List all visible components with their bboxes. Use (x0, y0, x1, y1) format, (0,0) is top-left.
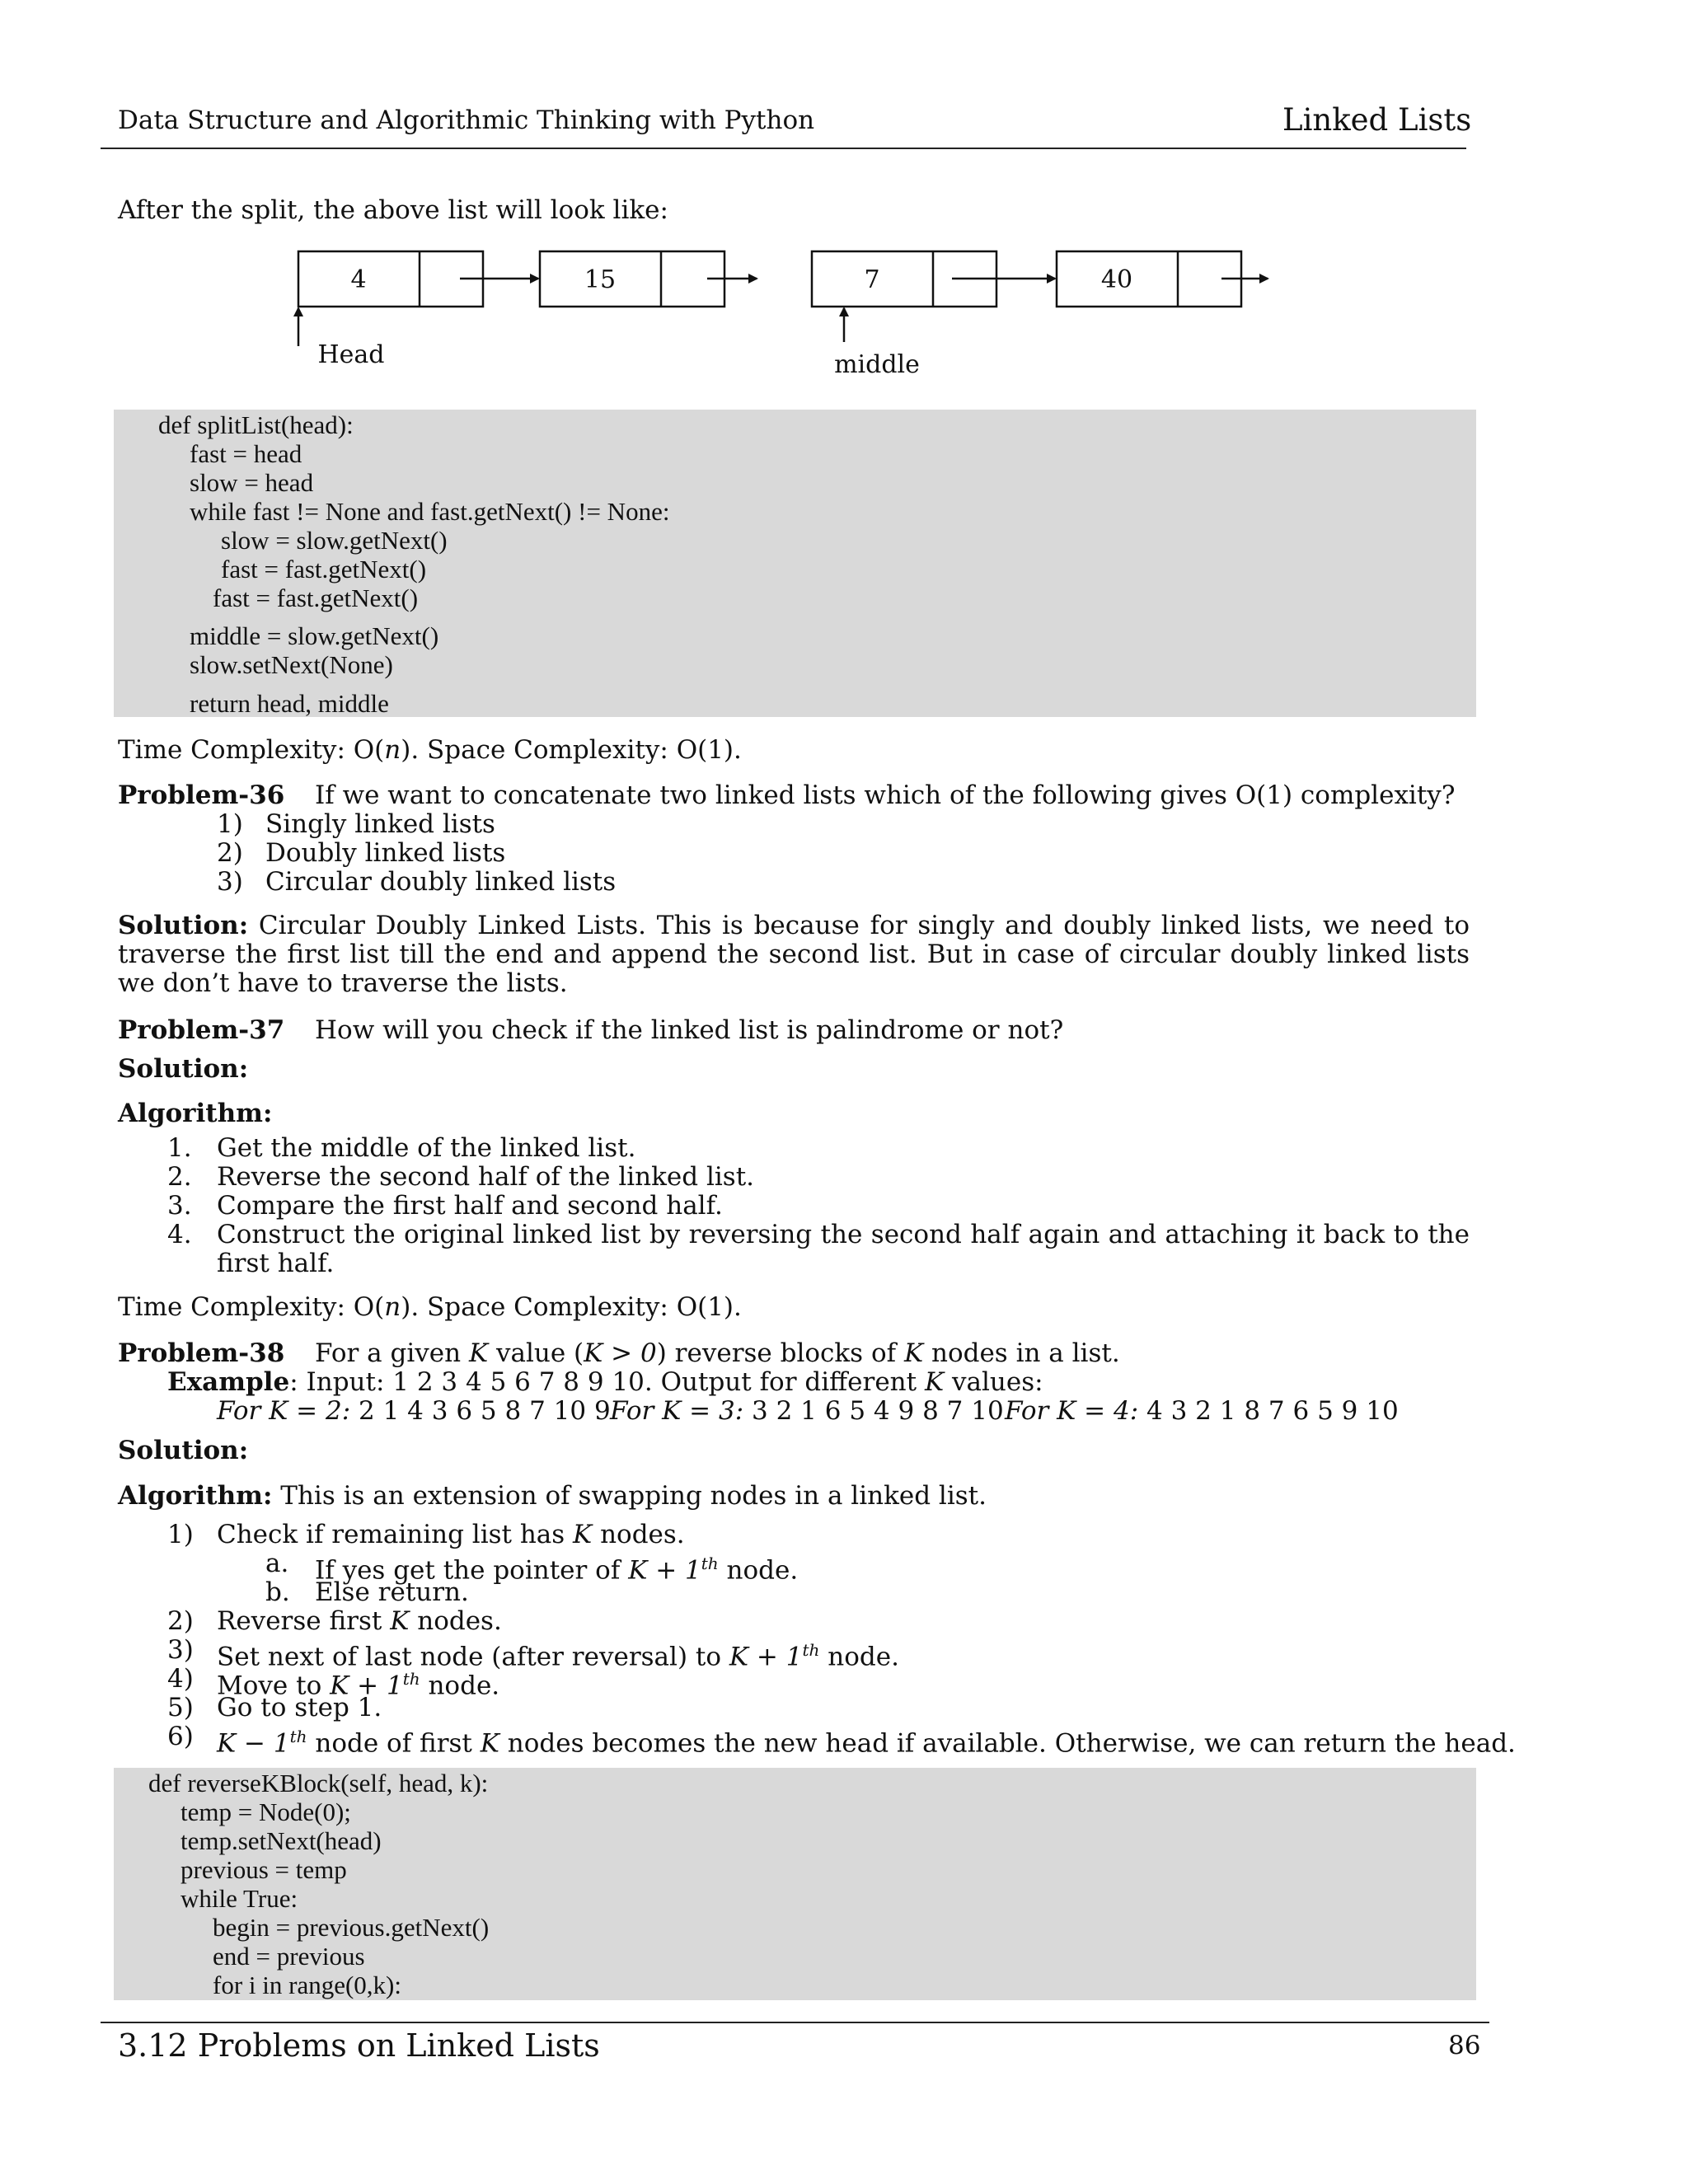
step-number: 4. (167, 1220, 192, 1249)
code-line: fast = fast.getNext() (221, 555, 427, 583)
example-output: For K = 4: 4 3 2 1 8 7 6 5 9 10 (1005, 1396, 1399, 1426)
step-text: Compare the first half and second half. (217, 1191, 723, 1221)
problem-question: If we want to concatenate two linked lists which of the following gives O(1) complexity? (315, 780, 1456, 810)
node-value: 4 (350, 265, 367, 294)
code-line: temp = Node(0); (181, 1797, 351, 1826)
solution-label: Solution: (118, 1436, 249, 1465)
step-number: 5) (167, 1693, 194, 1722)
code-line: fast = head (190, 439, 302, 468)
step-number: 1. (167, 1133, 192, 1163)
code-line: def reverseKBlock(self, head, k): (148, 1769, 489, 1797)
option-text: Singly linked lists (265, 809, 495, 839)
option-number: 2) (217, 838, 243, 868)
code-line: def splitList(head): (158, 410, 354, 439)
example-output: For K = 3: 3 2 1 6 5 4 9 8 7 10 (610, 1396, 1004, 1426)
node-value: 40 (1100, 265, 1133, 294)
example-output: For K = 2: 2 1 4 3 6 5 8 7 10 9 (217, 1396, 611, 1426)
step-number: 3. (167, 1191, 192, 1221)
algorithm-line: Algorithm: This is an extension of swapping nodes in a linked list. (118, 1481, 987, 1511)
book-title: Data Structure and Algorithmic Thinking with Python (118, 105, 815, 135)
node-box (1057, 251, 1241, 307)
chapter-title: Linked Lists (1282, 102, 1472, 138)
code-line: previous = temp (181, 1855, 347, 1884)
algorithm-label: Algorithm: (118, 1099, 273, 1128)
solution-paragraph: Solution: Circular Doubly Linked Lists. This is because for singly and doubly linked lists, we need to traverse the first list till the end and append the second list. But in case of circular doubly linked lists we don’t have to traverse the lists. (118, 911, 1470, 998)
complexity-line: Time Complexity: O(n). Space Complexity: O(1). (118, 1292, 742, 1322)
header-rule (101, 148, 1466, 149)
step-number: 1) (167, 1520, 194, 1549)
code-line: for i in range(0,k): (213, 1971, 401, 1999)
substep-letter: b. (265, 1577, 290, 1607)
middle-label: middle (834, 350, 920, 379)
step-number: 2. (167, 1162, 192, 1192)
code-line: while True: (181, 1884, 298, 1913)
step-text: Go to step 1. (217, 1693, 382, 1722)
node-value: 7 (864, 265, 880, 294)
head-label: Head (317, 340, 385, 369)
substep-text: If yes get the pointer of K + 1th node. (315, 1554, 799, 1586)
step-text: Get the middle of the linked list. (217, 1133, 636, 1163)
step-number: 6) (167, 1722, 194, 1751)
step-text: Move to K + 1th node. (217, 1669, 500, 1701)
footer-section: 3.12 Problems on Linked Lists (118, 2027, 600, 2064)
code-line: while fast != None and fast.getNext() != None: (190, 497, 670, 526)
example-line: Example: Input: 1 2 3 4 5 6 7 8 9 10. Output for different K values: (167, 1367, 1043, 1397)
code-line: begin = previous.getNext() (213, 1913, 490, 1942)
option-number: 3) (217, 867, 243, 897)
code-line: slow = head (190, 468, 314, 497)
footer-rule (101, 2022, 1489, 2023)
step-text: Check if remaining list has K nodes. (217, 1520, 685, 1549)
problem-label: Problem-37 (118, 1015, 285, 1045)
step-text: K − 1th node of first K nodes becomes the new head if available. Otherwise, we can return the head. (217, 1727, 1516, 1759)
step-text: Construct the original linked list by reversing the second half again and attaching it back to the first half. (217, 1220, 1470, 1278)
code-line: middle = slow.getNext() (190, 621, 439, 650)
code-line: slow.setNext(None) (190, 650, 393, 679)
code-line: fast = fast.getNext() (213, 583, 419, 612)
problem-label: Problem-36 (118, 780, 285, 810)
step-text: Reverse first K nodes. (217, 1606, 502, 1636)
option-text: Doubly linked lists (265, 838, 506, 868)
option-number: 1) (217, 809, 243, 839)
step-number: 3) (167, 1635, 194, 1665)
step-text: Set next of last node (after reversal) to K + 1th node. (217, 1640, 899, 1672)
page-number: 86 (1448, 2031, 1481, 2060)
code-line: temp.setNext(head) (181, 1826, 382, 1855)
step-number: 4) (167, 1664, 194, 1694)
node-box (540, 251, 724, 307)
option-text: Circular doubly linked lists (265, 867, 617, 897)
substep-letter: a. (265, 1549, 289, 1578)
node-box (298, 251, 483, 307)
node-value: 15 (584, 265, 617, 294)
problem-question: For a given K value (K > 0) reverse blocks of K nodes in a list. (315, 1338, 1120, 1368)
substep-text: Else return. (315, 1577, 469, 1607)
linked-list-diagram (0, 239, 1688, 404)
solution-label: Solution: (118, 1054, 249, 1084)
code-line: end = previous (213, 1942, 365, 1971)
code-line: return head, middle (190, 689, 389, 718)
complexity-line: Time Complexity: O(n). Space Complexity: O(1). (118, 735, 742, 765)
step-number: 2) (167, 1606, 194, 1636)
intro-text: After the split, the above list will look like: (118, 195, 668, 225)
problem-question: How will you check if the linked list is palindrome or not? (315, 1015, 1064, 1045)
problem-label: Problem-38 (118, 1338, 285, 1368)
code-line: slow = slow.getNext() (221, 526, 448, 555)
step-text: Reverse the second half of the linked list. (217, 1162, 755, 1192)
